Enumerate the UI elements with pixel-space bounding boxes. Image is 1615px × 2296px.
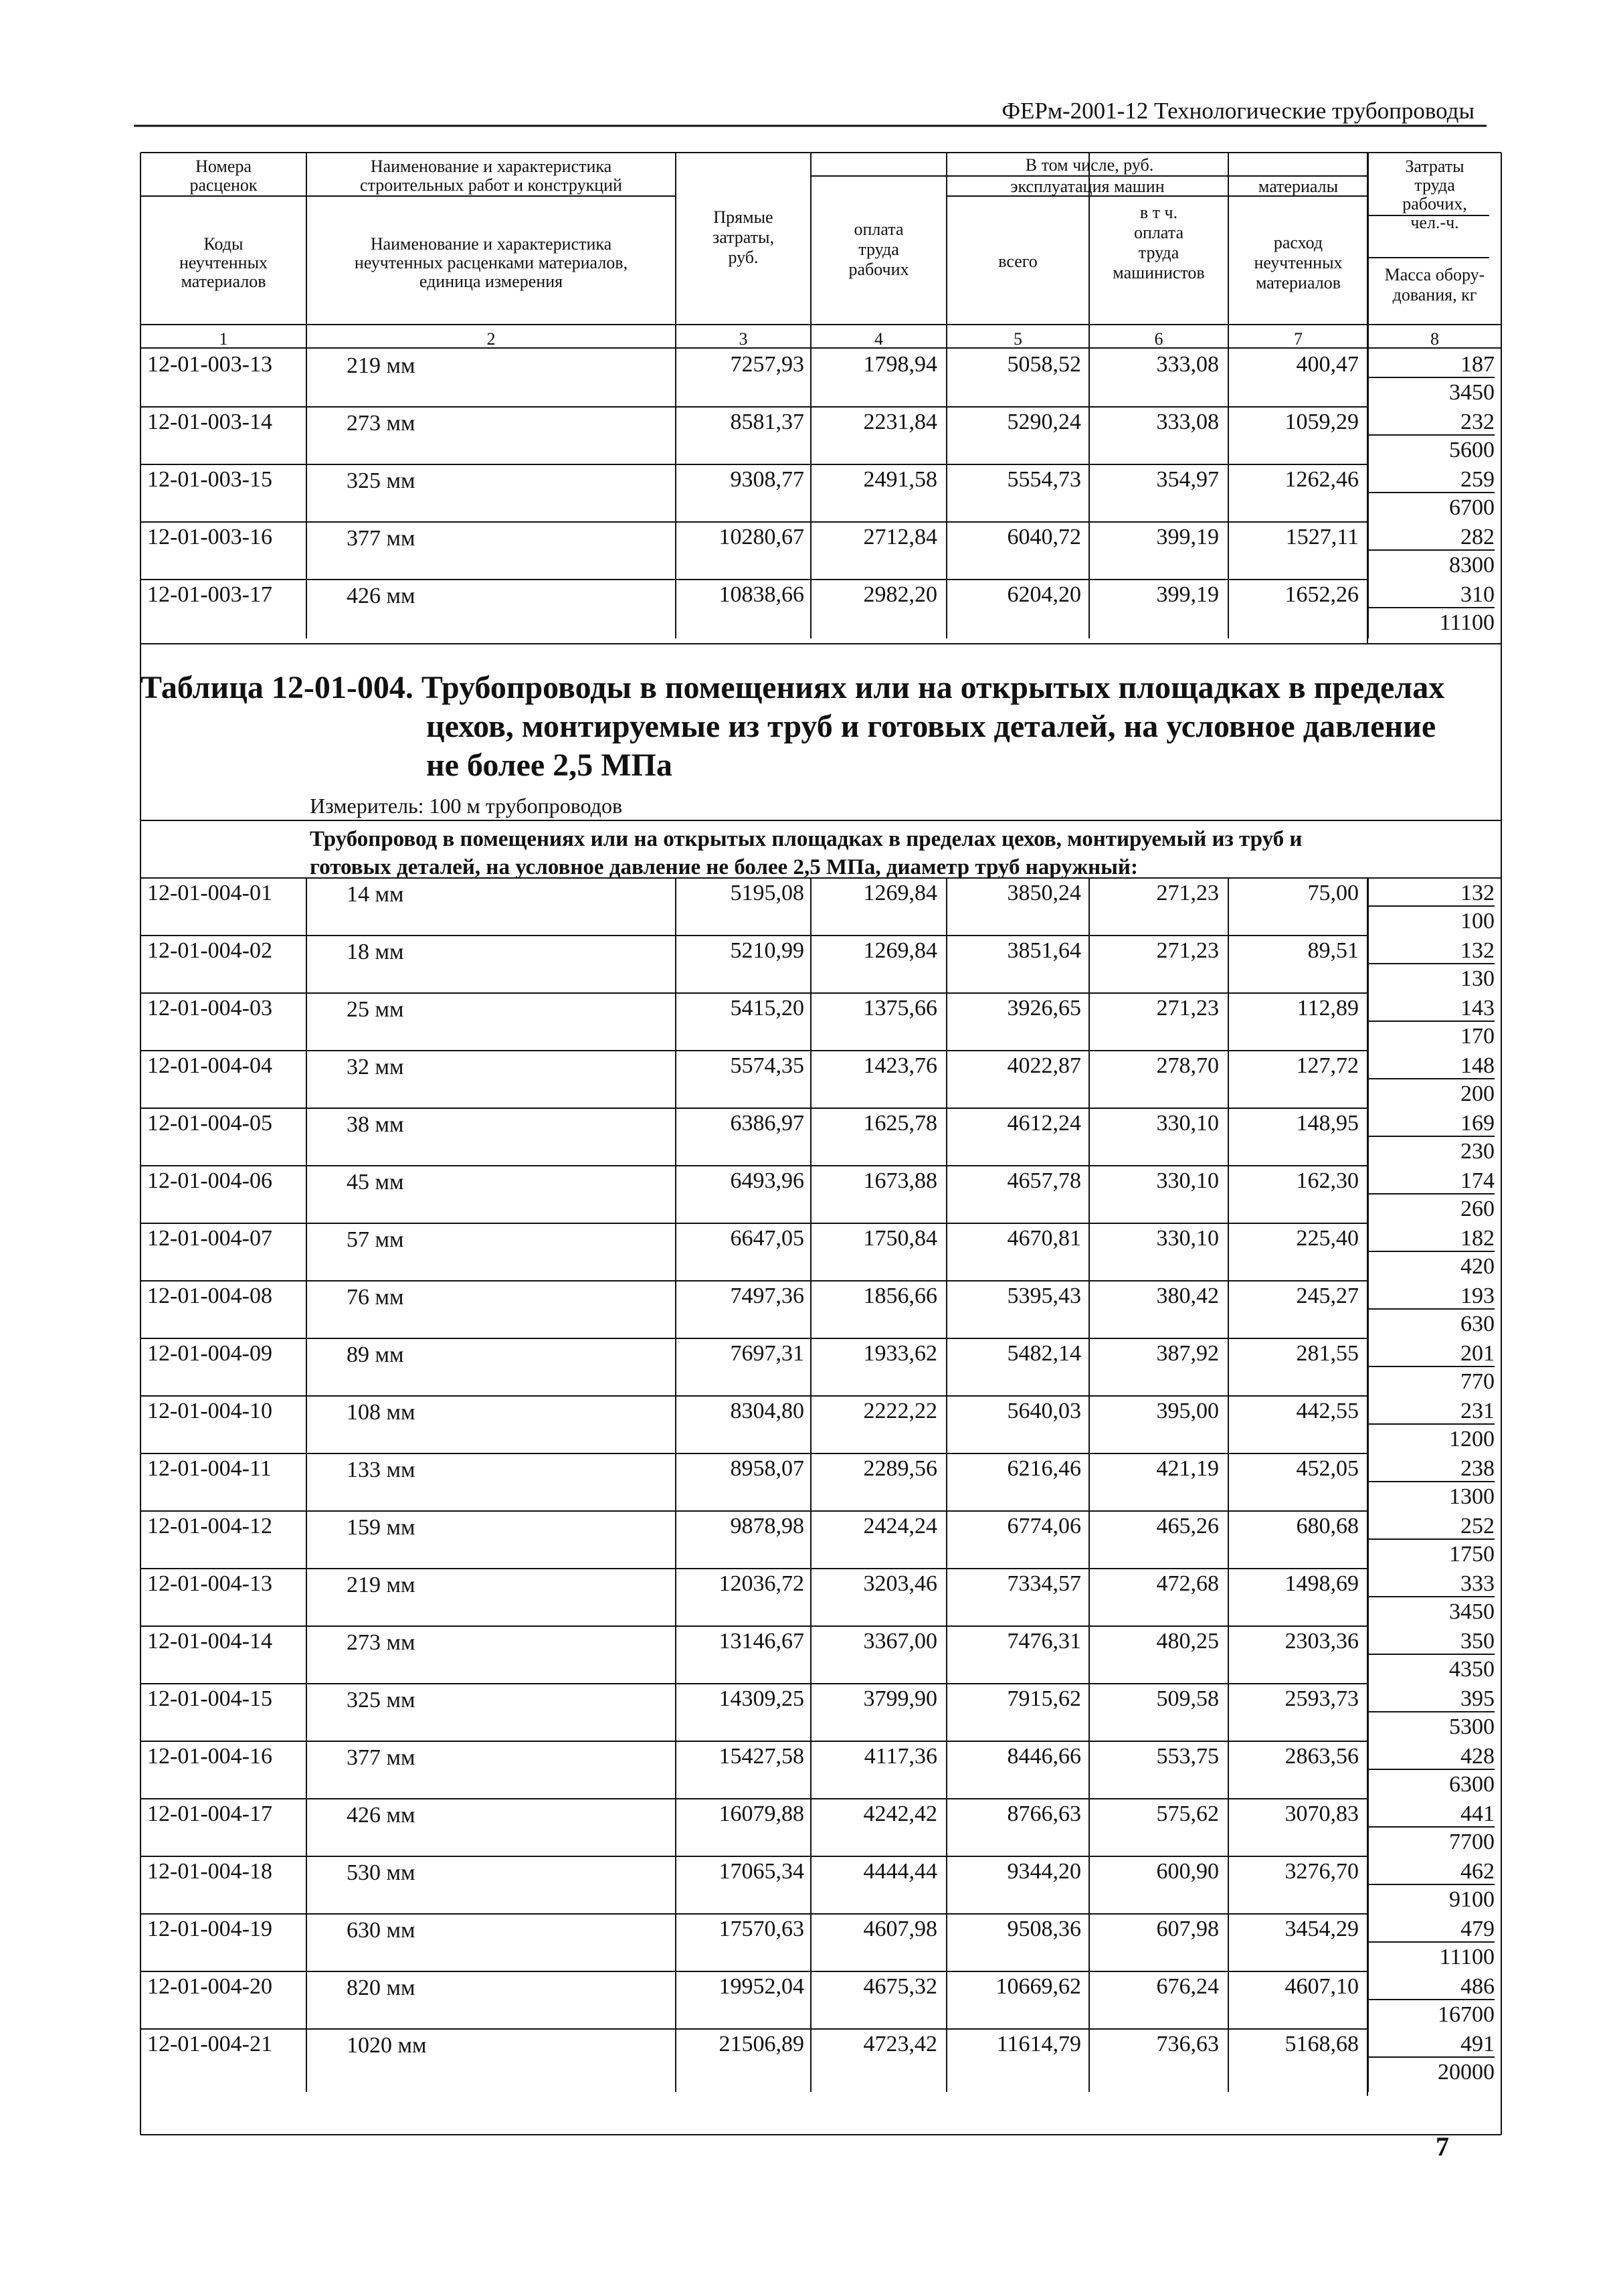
- column-number: 5: [1014, 329, 1022, 349]
- page-number: 7: [1436, 2131, 1449, 2161]
- row-direct-cost: 6386,97: [730, 1111, 804, 1136]
- row-code: 12-01-004-15: [147, 1686, 272, 1711]
- header-c4: рабочих: [848, 260, 909, 279]
- section-heading-line-2: готовых деталей, на условное давление не более 2,5 МПа, диаметр труб наружный:: [310, 855, 1138, 879]
- row-equipment-mass: 8300: [1449, 553, 1495, 578]
- row-machinist-pay: 575,62: [1156, 1801, 1219, 1826]
- row-direct-cost: 5415,20: [730, 996, 804, 1021]
- row-name: 159 мм: [347, 1515, 415, 1540]
- row-labor-hours: 428: [1460, 1744, 1495, 1769]
- row-direct-cost: 5210,99: [730, 938, 804, 963]
- row-labor-hours: 201: [1460, 1341, 1495, 1366]
- row-machines-total: 5640,03: [1007, 1399, 1081, 1423]
- row-name: 219 мм: [347, 1573, 415, 1597]
- row-labor-hours: 148: [1460, 1053, 1495, 1078]
- row-equipment-mass: 20000: [1438, 2060, 1495, 2085]
- row-direct-cost: 16079,88: [719, 1801, 804, 1826]
- row-equipment-mass: 6700: [1449, 495, 1495, 520]
- row-labor-cost: 1750,84: [863, 1226, 937, 1251]
- row-machines-total: 9344,20: [1007, 1859, 1081, 1884]
- row-name: 89 мм: [347, 1342, 404, 1367]
- row-machinist-pay: 553,75: [1156, 1744, 1219, 1769]
- header-c3: руб.: [728, 248, 759, 267]
- column-number: 6: [1154, 329, 1163, 349]
- row-name: 273 мм: [347, 411, 415, 436]
- row-machinist-pay: 399,19: [1156, 582, 1219, 607]
- row-materials: 89,51: [1307, 938, 1359, 963]
- row-equipment-mass: 9100: [1449, 1887, 1495, 1912]
- row-code: 12-01-003-17: [147, 582, 272, 607]
- row-machines-total: 5554,73: [1007, 467, 1081, 492]
- row-machines-total: 4022,87: [1007, 1053, 1081, 1078]
- header-c2-bottom: Наименование и характеристика: [370, 234, 612, 254]
- row-materials: 127,72: [1296, 1053, 1359, 1078]
- row-labor-cost: 1798,94: [863, 352, 937, 377]
- row-code: 12-01-003-14: [147, 410, 272, 434]
- row-labor-cost: 4117,36: [864, 1744, 937, 1769]
- row-machinist-pay: 271,23: [1156, 881, 1219, 905]
- row-materials: 2593,73: [1285, 1686, 1359, 1711]
- header-c8-bottom: Масса обору-: [1384, 265, 1485, 284]
- row-machinist-pay: 330,10: [1156, 1111, 1219, 1136]
- row-direct-cost: 6647,05: [730, 1226, 804, 1251]
- row-name: 426 мм: [347, 1803, 415, 1828]
- row-materials: 442,55: [1296, 1399, 1359, 1423]
- row-machines-total: 4657,78: [1007, 1168, 1081, 1193]
- row-machines-total: 3851,64: [1007, 938, 1081, 963]
- row-machines-total: 6204,20: [1007, 582, 1081, 607]
- row-labor-cost: 2712,84: [863, 525, 937, 549]
- row-labor-hours: 441: [1460, 1801, 1495, 1826]
- row-name: 325 мм: [347, 468, 415, 493]
- table-title-line-2: цехов, монтируемые из труб и готовых деталей, на условное давление: [426, 709, 1436, 744]
- row-labor-cost: 3203,46: [863, 1571, 937, 1596]
- column-number: 2: [486, 329, 496, 349]
- row-direct-cost: 9878,98: [730, 1514, 804, 1538]
- row-machinist-pay: 736,63: [1156, 2032, 1219, 2056]
- row-code: 12-01-004-19: [147, 1917, 272, 1941]
- row-direct-cost: 5574,35: [730, 1053, 804, 1078]
- column-number: 3: [739, 329, 748, 349]
- row-direct-cost: 15427,58: [719, 1744, 804, 1769]
- header-c3: Прямые: [713, 207, 773, 227]
- row-equipment-mass: 1750: [1449, 1542, 1495, 1567]
- row-code: 12-01-004-17: [147, 1801, 272, 1826]
- header-c2-top: строительных работ и конструкций: [360, 175, 622, 195]
- row-labor-hours: 333: [1460, 1571, 1495, 1596]
- row-machinist-pay: 271,23: [1156, 938, 1219, 963]
- column-number: 8: [1430, 329, 1439, 349]
- row-name: 630 мм: [347, 1918, 415, 1943]
- row-labor-cost: 2289,56: [863, 1456, 937, 1481]
- row-equipment-mass: 4350: [1449, 1657, 1495, 1682]
- header-incl: В том числе, руб.: [1025, 155, 1154, 175]
- section-heading-line-1: Трубопровод в помещениях или на открытых площадках в пределах цехов, монтируемый из труб и: [310, 827, 1303, 851]
- row-code: 12-01-004-06: [147, 1168, 272, 1193]
- row-materials: 1527,11: [1285, 525, 1359, 549]
- row-code: 12-01-004-10: [147, 1399, 272, 1423]
- row-labor-cost: 3367,00: [863, 1629, 937, 1654]
- row-machines-total: 8766,63: [1007, 1801, 1081, 1826]
- row-materials: 4607,10: [1285, 1974, 1359, 1999]
- row-materials: 680,68: [1296, 1514, 1359, 1538]
- header-c6: труда: [1138, 243, 1179, 262]
- header-c6: оплата: [1134, 223, 1183, 242]
- row-materials: 452,05: [1296, 1456, 1359, 1481]
- row-labor-hours: 232: [1460, 410, 1495, 434]
- row-equipment-mass: 5300: [1449, 1714, 1495, 1739]
- header-c4: оплата: [854, 219, 904, 239]
- row-machines-total: 3926,65: [1007, 996, 1081, 1021]
- row-equipment-mass: 16700: [1438, 2002, 1495, 2027]
- row-materials: 2863,56: [1285, 1744, 1359, 1769]
- row-labor-cost: 1375,66: [863, 996, 937, 1021]
- row-labor-hours: 182: [1460, 1226, 1495, 1251]
- row-name: 325 мм: [347, 1688, 415, 1712]
- row-materials: 1262,46: [1285, 467, 1359, 492]
- row-machinist-pay: 387,92: [1156, 1341, 1219, 1366]
- row-labor-cost: 1423,76: [863, 1053, 937, 1078]
- row-direct-cost: 21506,89: [719, 2032, 804, 2056]
- row-machinist-pay: 333,08: [1156, 352, 1219, 377]
- row-machines-total: 4612,24: [1007, 1111, 1081, 1136]
- row-materials: 1652,26: [1285, 582, 1359, 607]
- row-name: 820 мм: [347, 1975, 415, 2000]
- row-labor-cost: 1933,62: [863, 1341, 937, 1366]
- row-equipment-mass: 7700: [1449, 1830, 1495, 1854]
- row-direct-cost: 19952,04: [719, 1974, 804, 1999]
- row-name: 45 мм: [347, 1170, 404, 1195]
- row-machinist-pay: 607,98: [1156, 1917, 1219, 1941]
- row-equipment-mass: 770: [1460, 1369, 1495, 1394]
- row-materials: 400,47: [1296, 352, 1359, 377]
- row-name: 108 мм: [347, 1400, 415, 1425]
- row-name: 76 мм: [347, 1285, 404, 1310]
- row-machines-total: 3850,24: [1007, 881, 1081, 905]
- measure-unit: Измеритель: 100 м трубопроводов: [310, 794, 623, 818]
- row-name: 377 мм: [347, 526, 415, 551]
- row-code: 12-01-003-15: [147, 467, 272, 492]
- header-c2-top: Наименование и характеристика: [370, 157, 612, 176]
- row-direct-cost: 17065,34: [719, 1859, 804, 1884]
- header-c1-bottom: материалов: [181, 272, 266, 291]
- row-machines-total: 9508,36: [1007, 1917, 1081, 1941]
- header-c8-bottom: дования, кг: [1392, 285, 1477, 304]
- row-machinist-pay: 472,68: [1156, 1571, 1219, 1596]
- header-c7: материалов: [1256, 273, 1341, 292]
- row-code: 12-01-004-11: [147, 1456, 272, 1481]
- row-labor-cost: 1269,84: [863, 881, 937, 905]
- header-c1-top: расценок: [189, 175, 258, 195]
- row-labor-hours: 259: [1460, 467, 1495, 492]
- header-c6: машинистов: [1113, 263, 1205, 282]
- row-direct-cost: 12036,72: [719, 1571, 804, 1596]
- row-equipment-mass: 11100: [1439, 610, 1495, 635]
- row-code: 12-01-004-18: [147, 1859, 272, 1884]
- row-name: 14 мм: [347, 882, 404, 907]
- row-labor-hours: 169: [1460, 1111, 1495, 1136]
- row-machinist-pay: 278,70: [1156, 1053, 1219, 1078]
- row-labor-cost: 2982,20: [863, 582, 937, 607]
- row-name: 530 мм: [347, 1860, 415, 1885]
- row-machines-total: 5395,43: [1007, 1284, 1081, 1308]
- row-labor-hours: 310: [1460, 582, 1495, 607]
- header-c3: затраты,: [712, 228, 775, 247]
- row-code: 12-01-004-02: [147, 938, 272, 963]
- row-materials: 3276,70: [1285, 1859, 1359, 1884]
- row-labor-hours: 479: [1460, 1917, 1495, 1941]
- row-code: 12-01-004-20: [147, 1974, 272, 1999]
- row-direct-cost: 5195,08: [730, 881, 804, 905]
- row-direct-cost: 8581,37: [730, 410, 804, 434]
- row-equipment-mass: 230: [1460, 1139, 1495, 1164]
- header-c8-top: чел.-ч.: [1410, 213, 1459, 232]
- header-c1-bottom: неучтенных: [179, 253, 268, 272]
- row-code: 12-01-004-05: [147, 1111, 272, 1136]
- row-materials: 112,89: [1297, 996, 1359, 1021]
- row-machines-total: 5482,14: [1007, 1341, 1081, 1366]
- row-materials: 245,27: [1296, 1284, 1359, 1308]
- header-c7: расход: [1273, 233, 1323, 252]
- row-equipment-mass: 130: [1460, 966, 1495, 991]
- table-title-line-3: не более 2,5 МПа: [426, 747, 672, 783]
- header-c8-top: труда: [1414, 175, 1455, 195]
- row-machinist-pay: 330,10: [1156, 1168, 1219, 1193]
- row-labor-hours: 238: [1460, 1456, 1495, 1481]
- row-machinist-pay: 676,24: [1156, 1974, 1219, 1999]
- row-name: 377 мм: [347, 1745, 415, 1770]
- row-machines-total: 11614,79: [996, 2032, 1081, 2056]
- row-code: 12-01-004-21: [147, 2032, 272, 2056]
- row-code: 12-01-004-13: [147, 1571, 272, 1596]
- row-materials: 3454,29: [1285, 1917, 1359, 1941]
- row-direct-cost: 8958,07: [730, 1456, 804, 1481]
- row-code: 12-01-004-01: [147, 881, 272, 905]
- row-equipment-mass: 1300: [1449, 1484, 1495, 1509]
- row-labor-cost: 2222,22: [863, 1399, 937, 1423]
- row-machinist-pay: 421,19: [1156, 1456, 1219, 1481]
- row-labor-hours: 193: [1460, 1284, 1495, 1308]
- row-direct-cost: 13146,67: [719, 1629, 804, 1654]
- column-number: 4: [874, 329, 883, 349]
- row-code: 12-01-003-13: [147, 352, 272, 377]
- row-machines-total: 5058,52: [1007, 352, 1081, 377]
- row-materials: 5168,68: [1285, 2032, 1359, 2056]
- row-machinist-pay: 333,08: [1156, 410, 1219, 434]
- row-name: 273 мм: [347, 1630, 415, 1655]
- row-code: 12-01-004-08: [147, 1284, 272, 1308]
- row-labor-hours: 395: [1460, 1686, 1495, 1711]
- row-name: 25 мм: [347, 997, 404, 1022]
- row-labor-cost: 4675,32: [863, 1974, 937, 1999]
- header-c5: всего: [998, 252, 1038, 271]
- row-direct-cost: 17570,63: [719, 1917, 804, 1941]
- row-machinist-pay: 354,97: [1156, 467, 1219, 492]
- row-labor-hours: 491: [1460, 2032, 1495, 2056]
- row-materials: 75,00: [1307, 881, 1359, 905]
- row-labor-cost: 2424,24: [863, 1514, 937, 1538]
- row-materials: 148,95: [1296, 1111, 1359, 1136]
- table-title-line-1: Таблица 12-01-004. Трубопроводы в помещениях или на открытых площадках в пределах: [140, 670, 1445, 705]
- row-machinist-pay: 330,10: [1156, 1226, 1219, 1251]
- row-equipment-mass: 260: [1460, 1197, 1495, 1221]
- row-code: 12-01-004-07: [147, 1226, 272, 1251]
- row-code: 12-01-004-09: [147, 1341, 272, 1366]
- header-c8-top: Затраты: [1405, 157, 1464, 176]
- row-equipment-mass: 6300: [1449, 1772, 1495, 1797]
- row-labor-cost: 2491,58: [863, 467, 937, 492]
- row-direct-cost: 7697,31: [730, 1341, 804, 1366]
- row-labor-cost: 2231,84: [863, 410, 937, 434]
- row-machines-total: 10669,62: [995, 1974, 1081, 1999]
- row-labor-cost: 3799,90: [863, 1686, 937, 1711]
- row-direct-cost: 10280,67: [719, 525, 804, 549]
- header-c8-top: рабочих,: [1402, 194, 1467, 213]
- header-c2-bottom: неучтенных расценками материалов,: [354, 253, 628, 272]
- row-labor-hours: 132: [1460, 938, 1495, 963]
- row-machinist-pay: 480,25: [1156, 1629, 1219, 1654]
- row-machines-total: 8446,66: [1007, 1744, 1081, 1769]
- row-labor-hours: 174: [1460, 1168, 1495, 1193]
- row-name: 32 мм: [347, 1055, 404, 1079]
- header-materials: материалы: [1258, 177, 1339, 196]
- header-c1-top: Номера: [195, 157, 252, 176]
- row-machines-total: 7915,62: [1007, 1686, 1081, 1711]
- row-labor-cost: 4444,44: [863, 1859, 937, 1884]
- row-machines-total: 7476,31: [1007, 1629, 1081, 1654]
- header-c2-bottom: единица измерения: [419, 272, 563, 291]
- row-machinist-pay: 380,42: [1156, 1284, 1219, 1308]
- row-equipment-mass: 5600: [1449, 438, 1495, 462]
- row-code: 12-01-004-03: [147, 996, 272, 1021]
- row-equipment-mass: 100: [1460, 909, 1495, 934]
- row-materials: 281,55: [1296, 1341, 1359, 1366]
- row-direct-cost: 9308,77: [730, 467, 804, 492]
- row-machines-total: 6216,46: [1007, 1456, 1081, 1481]
- row-equipment-mass: 630: [1460, 1312, 1495, 1336]
- row-direct-cost: 10838,66: [719, 582, 804, 607]
- row-code: 12-01-004-14: [147, 1629, 272, 1654]
- row-materials: 3070,83: [1285, 1801, 1359, 1826]
- row-name: 38 мм: [347, 1112, 404, 1137]
- row-machinist-pay: 465,26: [1156, 1514, 1219, 1538]
- header-c1-bottom: Коды: [203, 234, 244, 254]
- row-machines-total: 6040,72: [1007, 525, 1081, 549]
- row-labor-hours: 282: [1460, 525, 1495, 549]
- row-code: 12-01-004-16: [147, 1744, 272, 1769]
- row-labor-hours: 187: [1460, 352, 1495, 377]
- column-number: 7: [1294, 329, 1303, 349]
- row-code: 12-01-004-12: [147, 1514, 272, 1538]
- row-labor-hours: 132: [1460, 881, 1495, 905]
- row-labor-cost: 4607,98: [863, 1917, 937, 1941]
- row-machines-total: 5290,24: [1007, 410, 1081, 434]
- row-materials: 1498,69: [1285, 1571, 1359, 1596]
- row-direct-cost: 8304,80: [730, 1399, 804, 1423]
- row-equipment-mass: 200: [1460, 1081, 1495, 1106]
- header-c6: в т ч.: [1139, 203, 1178, 222]
- row-direct-cost: 14309,25: [719, 1686, 804, 1711]
- row-labor-cost: 1673,88: [863, 1168, 937, 1193]
- row-name: 219 мм: [347, 353, 415, 378]
- row-name: 426 мм: [347, 584, 415, 608]
- row-machines-total: 6774,06: [1007, 1514, 1081, 1538]
- row-labor-hours: 350: [1460, 1629, 1495, 1654]
- row-machinist-pay: 395,00: [1156, 1399, 1219, 1423]
- row-labor-hours: 462: [1460, 1859, 1495, 1884]
- row-code: 12-01-003-16: [147, 525, 272, 549]
- row-labor-cost: 4723,42: [863, 2032, 937, 2056]
- row-equipment-mass: 420: [1460, 1254, 1495, 1279]
- row-name: 18 мм: [347, 940, 404, 964]
- row-labor-cost: 4242,42: [863, 1801, 937, 1826]
- row-labor-hours: 486: [1460, 1974, 1495, 1999]
- running-header: ФЕРм-2001-12 Технологические трубопроводы: [1002, 98, 1475, 124]
- row-machines-total: 7334,57: [1007, 1571, 1081, 1596]
- row-direct-cost: 7497,36: [730, 1284, 804, 1308]
- row-materials: 1059,29: [1285, 410, 1359, 434]
- row-name: 133 мм: [347, 1458, 415, 1482]
- row-code: 12-01-004-04: [147, 1053, 272, 1078]
- row-name: 57 мм: [347, 1227, 404, 1252]
- row-equipment-mass: 3450: [1449, 1599, 1495, 1624]
- row-materials: 2303,36: [1285, 1629, 1359, 1654]
- row-machinist-pay: 509,58: [1156, 1686, 1219, 1711]
- row-labor-cost: 1625,78: [863, 1111, 937, 1136]
- row-labor-hours: 231: [1460, 1399, 1495, 1423]
- row-labor-cost: 1856,66: [863, 1284, 937, 1308]
- row-materials: 162,30: [1296, 1168, 1359, 1193]
- row-machines-total: 4670,81: [1007, 1226, 1081, 1251]
- row-direct-cost: 6493,96: [730, 1168, 804, 1193]
- row-labor-hours: 252: [1460, 1514, 1495, 1538]
- row-machinist-pay: 271,23: [1156, 996, 1219, 1021]
- row-labor-cost: 1269,84: [863, 938, 937, 963]
- header-c4: труда: [858, 240, 899, 259]
- row-labor-hours: 143: [1460, 996, 1495, 1021]
- row-name: 1020 мм: [347, 2033, 427, 2058]
- column-number: 1: [219, 329, 228, 349]
- header-machines: эксплуатация машин: [1010, 177, 1165, 196]
- row-materials: 225,40: [1296, 1226, 1359, 1251]
- row-machinist-pay: 600,90: [1156, 1859, 1219, 1884]
- row-equipment-mass: 3450: [1449, 380, 1495, 405]
- header-c7: неучтенных: [1254, 253, 1343, 272]
- row-equipment-mass: 11100: [1439, 1945, 1495, 1969]
- row-machinist-pay: 399,19: [1156, 525, 1219, 549]
- row-direct-cost: 7257,93: [730, 352, 804, 377]
- row-equipment-mass: 170: [1460, 1024, 1495, 1049]
- row-equipment-mass: 1200: [1449, 1427, 1495, 1451]
